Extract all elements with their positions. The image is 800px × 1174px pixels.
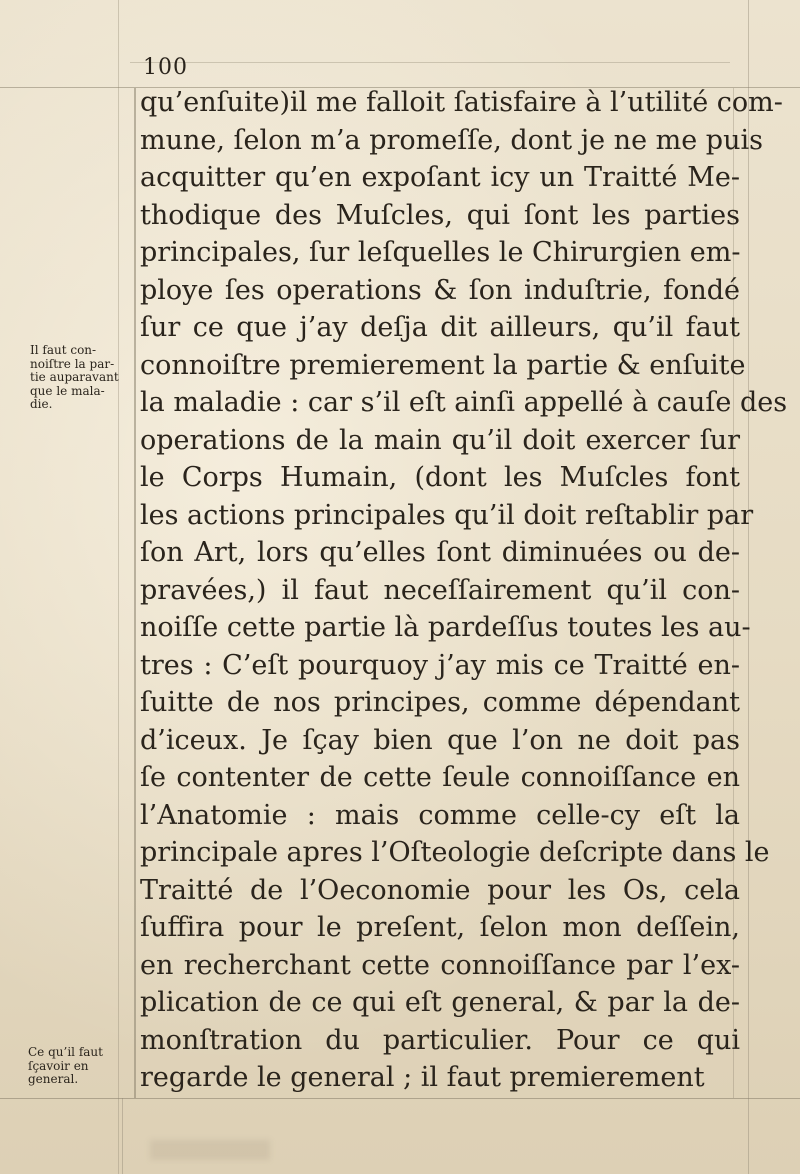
text-line: operations de la main qu’il doit exercer ſur [140, 424, 740, 456]
text-line: monſtration du particulier. Pour ce qui [140, 1024, 740, 1056]
main-text-block [140, 84, 788, 1097]
text-line: en recherchant cette connoiſſance par l’ex- [140, 949, 740, 981]
text-line: ſuffira pour le preſent, ſelon mon deſſein, [140, 912, 740, 943]
text-line: qu’enſuite)il me falloit ſatisfaire à l’utilité com- [140, 87, 783, 118]
text-line: plication de ce qui eſt general, & par la de- [140, 987, 740, 1018]
text-line: ploye ſes operations & ſon induſtrie, fondé [140, 274, 740, 306]
text-line: acquitter qu’en expoſant icy un Traitté Me- [140, 162, 740, 193]
marginal-note [28, 1046, 128, 1087]
marginal-note-line: die. [30, 397, 53, 411]
marginal-note-line: ſçavoir en [28, 1058, 89, 1073]
marginal-note-line: que le mala- [30, 383, 105, 398]
marginal-note-line: Il faut con- [30, 343, 97, 357]
text-line: le Corps Humain, (dont les Muſcles font [140, 462, 740, 493]
bottom-rule-line [0, 1098, 800, 1099]
text-line: connoiſtre premierement la partie & enſuite [140, 349, 746, 381]
text-line: principale apres l’Oſteologie deſcripte dans le [140, 837, 770, 868]
marginal-note-line: noiſtre la par- [30, 356, 115, 371]
text-line: tres : C’eſt pourquoy j’ay mis ce Traitté en- [140, 649, 740, 681]
text-line: la maladie : car s’il eſt ainſi appellé à cauſe des [140, 387, 788, 418]
text-line: Traitté de l’Oeconomie pour les Os, cela [140, 874, 740, 906]
text-line: ſuitte de nos principes, comme dépendant [140, 687, 740, 718]
lower-margin-line [122, 1098, 123, 1174]
marginal-note [30, 344, 120, 412]
marginal-note-line: tie auparavant [30, 370, 119, 384]
text-line: les actions principales qu’il doit reſtablir par [140, 499, 754, 531]
text-line: mune, ſelon m’a promeſſe, dont je ne me puis [140, 124, 763, 156]
text-line: regarde le general ; il faut premierement [140, 1062, 705, 1093]
text-line: ſe contenter de cette ſeule connoiſſance en [140, 762, 740, 793]
right-margin-line [748, 0, 749, 1174]
text-line: noiſſe cette partie là pardeſſus toutes les au- [140, 612, 751, 643]
page-number: 100 [143, 55, 188, 80]
text-line: pravées,) il faut neceſſairement qu’il con- [140, 574, 740, 606]
ink-bleed-through [150, 1140, 270, 1160]
text-line: principales, ſur leſquelles le Chirurgien em- [140, 237, 741, 268]
text-line: ſon Art, lors qu’elles ſont diminuées ou de- [140, 537, 740, 568]
header-rule-line [130, 62, 730, 63]
text-line: l’Anatomie : mais comme celle-cy eſt la [140, 799, 740, 831]
marginal-note-line: general. [28, 1072, 79, 1086]
text-line: thodique des Muſcles, qui ſont les parties [140, 199, 740, 231]
text-left-border [134, 88, 136, 1098]
left-margin-line [118, 0, 119, 1174]
text-line: ſur ce que j’ay deſja dit ailleurs, qu’il faut [140, 312, 740, 343]
text-line: d’iceux. Je ſçay bien que l’on ne doit pas [140, 724, 740, 756]
marginal-note-line: Ce qu’il faut [28, 1045, 103, 1059]
